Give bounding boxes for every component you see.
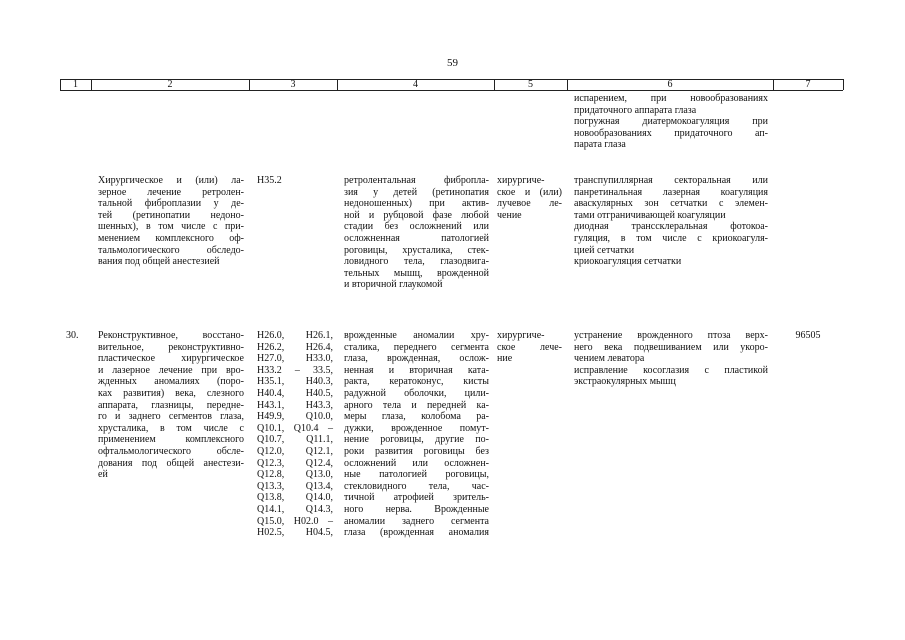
text-line: глаза (врожденная аномалия xyxy=(344,527,489,539)
retinopathy-type xyxy=(497,175,562,221)
text-line: него века подвешиванием или укоро- xyxy=(574,341,768,353)
text-line: Q10.7, Q11.1, xyxy=(257,434,333,446)
text-line: чение xyxy=(497,209,522,221)
text-line: тей (ретинопатии недоно- xyxy=(98,209,244,221)
text-line: H02.5, H04.5, xyxy=(257,527,333,539)
row-30-methods xyxy=(574,330,768,388)
text-line: ское и (или) xyxy=(497,186,562,198)
text-line: го и заднего сегментов глаза, xyxy=(98,411,244,423)
text-line: осложнений или осложнен- xyxy=(344,457,489,469)
text-line: недоношенных) при актив- xyxy=(344,198,489,210)
text-line: вительное, реконструктивно- xyxy=(98,341,244,353)
text-line: чением леватора xyxy=(574,353,645,365)
text-line: исправление косоглазия с пластикой xyxy=(574,364,768,376)
column-number-3: 3 xyxy=(290,79,296,90)
column-number-2: 2 xyxy=(167,79,173,90)
column-number-4: 4 xyxy=(413,79,418,90)
text-line: вания под общей анестезией xyxy=(98,256,220,268)
text-line: ные патологией роговицы, xyxy=(344,469,489,481)
text-line: H43.1, H43.3, xyxy=(257,399,333,411)
text-line: новообразованиях придаточного ап- xyxy=(574,127,768,139)
text-line: панретинальная лазерная коагуляция xyxy=(574,186,768,198)
text-line: стекловидного тела, час- xyxy=(344,480,489,492)
row-30-number: 30. xyxy=(66,330,79,341)
retinopathy-treatment xyxy=(98,175,244,268)
page-number: 59 xyxy=(447,57,458,69)
text-line: ние xyxy=(497,353,513,365)
column-number-1: 1 xyxy=(73,79,78,90)
retinopathy-codes xyxy=(257,175,335,187)
text-line: дования под общей анестези- xyxy=(98,457,244,469)
text-line: роговицы, хрусталика, стек- xyxy=(344,244,489,256)
text-line: придаточного аппарата глаза xyxy=(574,104,697,116)
text-line: жденных аномалиях (поро- xyxy=(98,376,244,388)
text-line: ракта, кератоконус, кисты xyxy=(344,376,489,388)
text-line: Q12.3, Q12.4, xyxy=(257,457,333,469)
text-line: Хирургическое и (или) ла- xyxy=(98,175,244,186)
text-line: Реконструктивное, восстано- xyxy=(98,330,244,341)
row-30-type xyxy=(497,330,562,365)
text-line: нение роговицы, другие по- xyxy=(344,434,489,446)
text-line: H33.2 – 33.5, xyxy=(257,364,333,376)
text-line: Q12.0, Q12.1, xyxy=(257,445,333,457)
text-line: диодная транссклеральная фотокоа- xyxy=(574,221,768,233)
text-line: Q15.0, H02.0 – xyxy=(257,515,333,527)
text-line: H35.2 xyxy=(257,175,282,186)
row-30-model xyxy=(344,330,489,539)
text-line: сталика, переднего сегмента xyxy=(344,341,489,353)
text-line: хирургиче- xyxy=(497,175,545,186)
continuation-methods xyxy=(574,93,768,151)
text-line: Q12.8, Q13.0, xyxy=(257,469,333,481)
text-line: Q13.3, Q13.4, xyxy=(257,480,333,492)
text-line: H26.0, H26.1, xyxy=(257,330,333,341)
text-line: аппарата, глазницы, передне- xyxy=(98,399,244,411)
text-line: ной и рубцовой фазе любой xyxy=(344,209,489,221)
row-30-treatment xyxy=(98,330,244,481)
text-line: роки развития роговицы без xyxy=(344,445,489,457)
text-line: дужки, врожденное помут- xyxy=(344,422,489,434)
text-line: H26.2, H26.4, xyxy=(257,341,333,353)
retinopathy-model xyxy=(344,175,489,291)
text-line: погружная диатермокоагуляция при xyxy=(574,116,768,128)
text-line: цией сетчатки xyxy=(574,244,635,256)
text-line: шенных), в том числе с при- xyxy=(98,221,244,233)
text-line: арного тела и передней ка- xyxy=(344,399,489,411)
text-line: Q10.1, Q10.4 – xyxy=(257,422,333,434)
text-line: зия у детей (ретинопатия xyxy=(344,186,489,198)
text-line: глаза, врожденная, ослож- xyxy=(344,353,489,365)
text-line: офтальмологического обсле- xyxy=(98,445,244,457)
text-line: H40.4, H40.5, xyxy=(257,387,333,399)
text-line: устранение врожденного птоза верх- xyxy=(574,330,768,341)
text-line: пластическое хирургическое xyxy=(98,353,244,365)
text-line: транспупиллярная секторальная или xyxy=(574,175,768,186)
text-line: парата глаза xyxy=(574,139,626,151)
text-line: Q14.1, Q14.3, xyxy=(257,503,333,515)
text-line: гуляция, в том числе с криокоагуля- xyxy=(574,232,768,244)
text-line: ненная и вторичная ката- xyxy=(344,364,489,376)
text-line: стадии без осложнений или xyxy=(344,221,489,233)
row-30-codes xyxy=(257,330,333,539)
text-line: применением комплексного xyxy=(98,434,244,446)
retinopathy-methods xyxy=(574,175,768,268)
text-line: менением комплексного оф- xyxy=(98,232,244,244)
text-line: хирургиче- xyxy=(497,330,545,341)
column-number-7: 7 xyxy=(805,79,811,90)
text-line: H27.0, H33.0, xyxy=(257,353,333,365)
text-line: осложненная патологией xyxy=(344,232,489,244)
text-line: врожденные аномалии хру- xyxy=(344,330,489,341)
text-line: и вторичной глаукомой xyxy=(344,279,443,291)
text-line: H35.1, H40.3, xyxy=(257,376,333,388)
text-line: ках развития) века, слезного xyxy=(98,387,244,399)
text-line: ного нерва. Врожденные xyxy=(344,503,489,515)
text-line: аваскулярных зон сетчатки с элемен- xyxy=(574,198,768,210)
row-30-cost: 96505 xyxy=(795,330,821,341)
text-line: радужной оболочки, цили- xyxy=(344,387,489,399)
text-line: ей xyxy=(98,469,108,481)
text-line: тами отграничивающей коагуляции xyxy=(574,209,726,221)
text-line: Q13.8, Q14.0, xyxy=(257,492,333,504)
header-bottom-rule xyxy=(60,90,843,91)
text-line: тельных мышц, врожденной xyxy=(344,267,489,279)
text-line: тичной атрофией зритель- xyxy=(344,492,489,504)
text-line: ское лече- xyxy=(497,341,562,353)
text-line: экстраокулярных мышц xyxy=(574,376,676,388)
column-number-6: 6 xyxy=(667,79,673,90)
text-line: лучевое ле- xyxy=(497,198,562,210)
text-line: зерное лечение ретролен- xyxy=(98,186,244,198)
text-line: ретролентальная фибропла- xyxy=(344,175,489,186)
text-line: тальной фиброплазии у де- xyxy=(98,198,244,210)
text-line: H49.9, Q10.0, xyxy=(257,411,333,423)
text-line: тальмологического обследо- xyxy=(98,244,244,256)
text-line: и лазерное лечение при вро- xyxy=(98,364,244,376)
text-line: испарением, при новообразованиях xyxy=(574,93,768,104)
column-divider xyxy=(843,79,844,90)
column-number-5: 5 xyxy=(528,79,533,90)
text-line: меры глаза, колобома ра- xyxy=(344,411,489,423)
text-line: хрусталика, в том числе с xyxy=(98,422,244,434)
text-line: криокоагуляция сетчатки xyxy=(574,256,682,268)
text-line: ловидного тела, глазодвига- xyxy=(344,256,489,268)
text-line: аномалии заднего сегмента xyxy=(344,515,489,527)
